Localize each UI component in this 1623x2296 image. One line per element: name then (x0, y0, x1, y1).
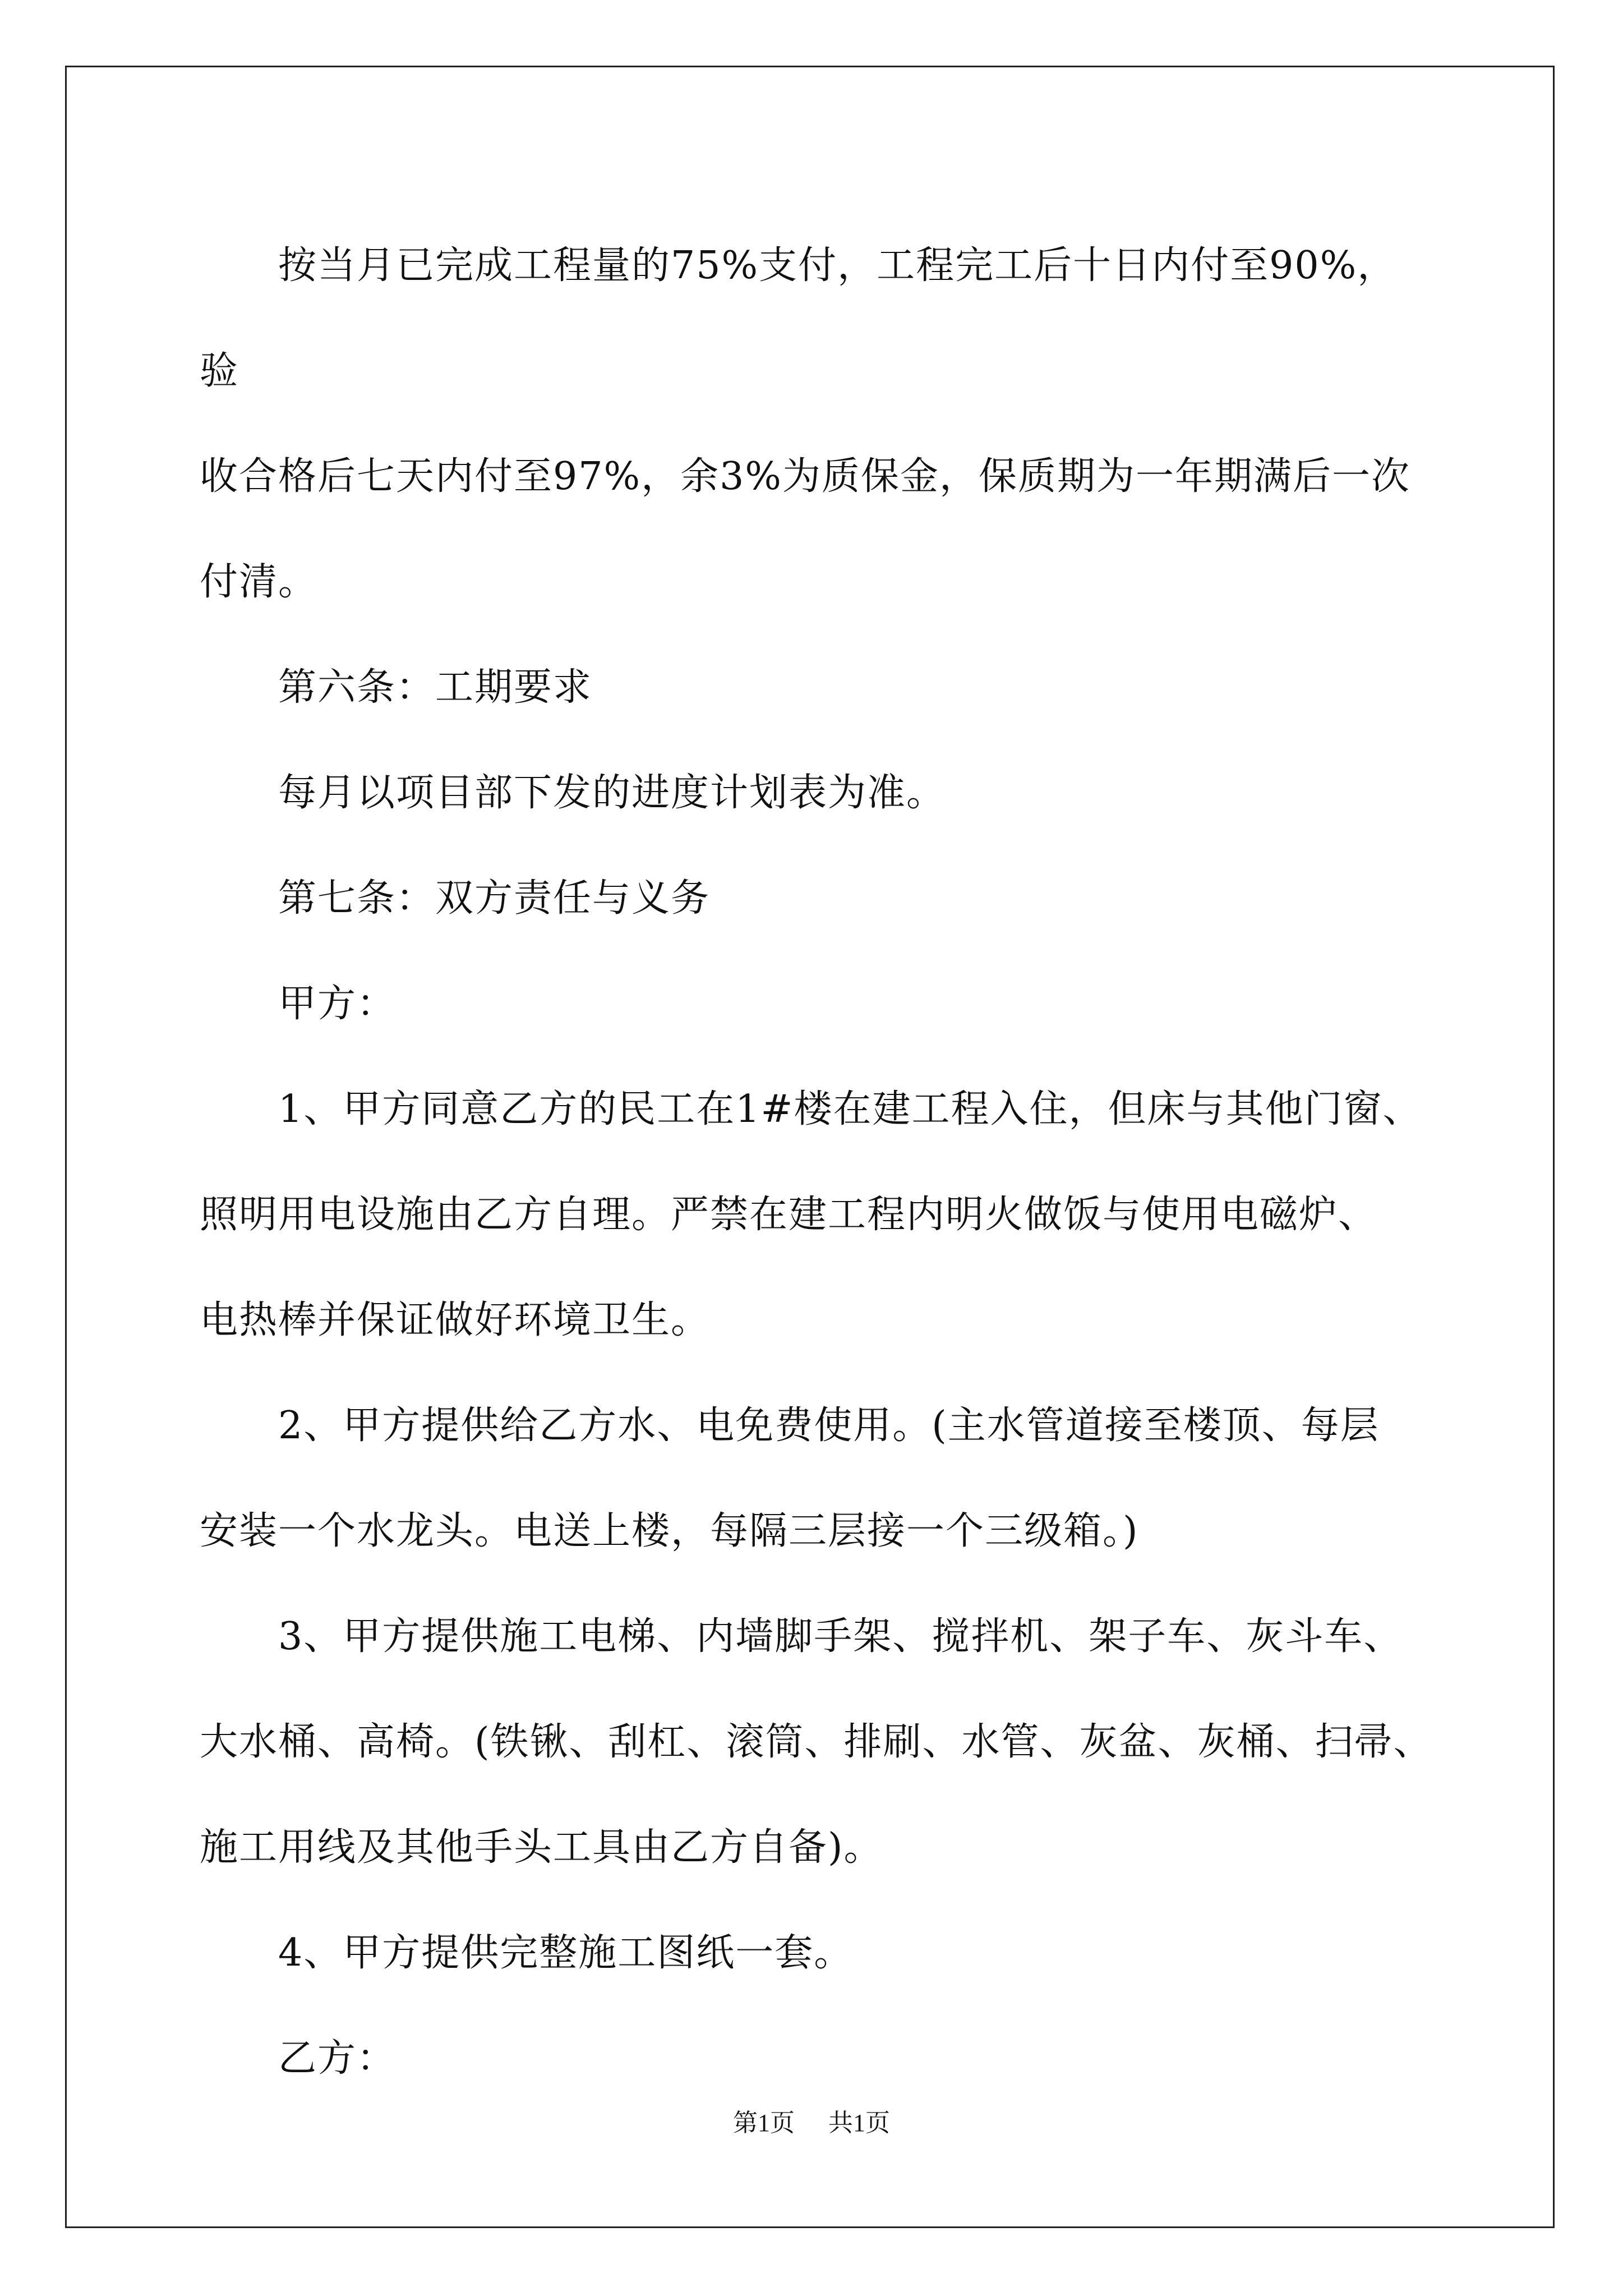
party-a-item3-line1: 3、甲方提供施工电梯、内墙脚手架、搅拌机、架子车、灰斗车、 (278, 1614, 1403, 1659)
article-6-heading: 第六条：工期要求 (278, 665, 593, 710)
party-a-item1-line2: 照明用电设施由乙方自理。严禁在建工程内明火做饭与使用电磁炉、 (200, 1193, 1378, 1237)
article-7-heading: 第七条：双方责任与义务 (278, 876, 711, 921)
payment-terms-line3: 付清。 (200, 560, 318, 604)
page-total: 共1页 (828, 2109, 890, 2137)
party-a-item2-line1: 2、甲方提供给乙方水、电免费使用。(主水管道接至楼顶、每层 (278, 1404, 1380, 1448)
page-footer (0, 2102, 1623, 2138)
party-a-item1-line1: 1、甲方同意乙方的民工在1#楼在建工程入住，但床与其他门窗、 (278, 1087, 1422, 1131)
payment-terms-line1: 按当月已完成工程量的75%支付，工程完工后十日内付至90%，验 (200, 243, 1397, 393)
party-a-heading: 甲方： (278, 982, 396, 1026)
document-body (200, 213, 1433, 2111)
article-6-body: 每月以项目部下发的进度计划表为准。 (278, 771, 946, 815)
party-a-item2-line2: 安装一个水龙头。电送上楼，每隔三层接一个三级箱。) (200, 1509, 1139, 1553)
party-a-item3-line3: 施工用线及其他手头工具由乙方自备)。 (200, 1825, 883, 1870)
party-a-item3-line2: 大水桶、高椅。(铁锹、刮杠、滚筒、排刷、水管、灰盆、灰桶、扫帚、 (200, 1720, 1433, 1764)
page-number: 第1页 (733, 2109, 795, 2137)
party-a-item1-line3: 电热棒并保证做好环境卫生。 (200, 1298, 711, 1342)
party-b-heading: 乙方： (278, 2036, 396, 2081)
payment-terms-line2: 收合格后七天内付至97%，余3%为质保金，保质期为一年期满后一次 (200, 454, 1411, 499)
party-a-item4: 4、甲方提供完整施工图纸一套。 (278, 1931, 854, 1975)
